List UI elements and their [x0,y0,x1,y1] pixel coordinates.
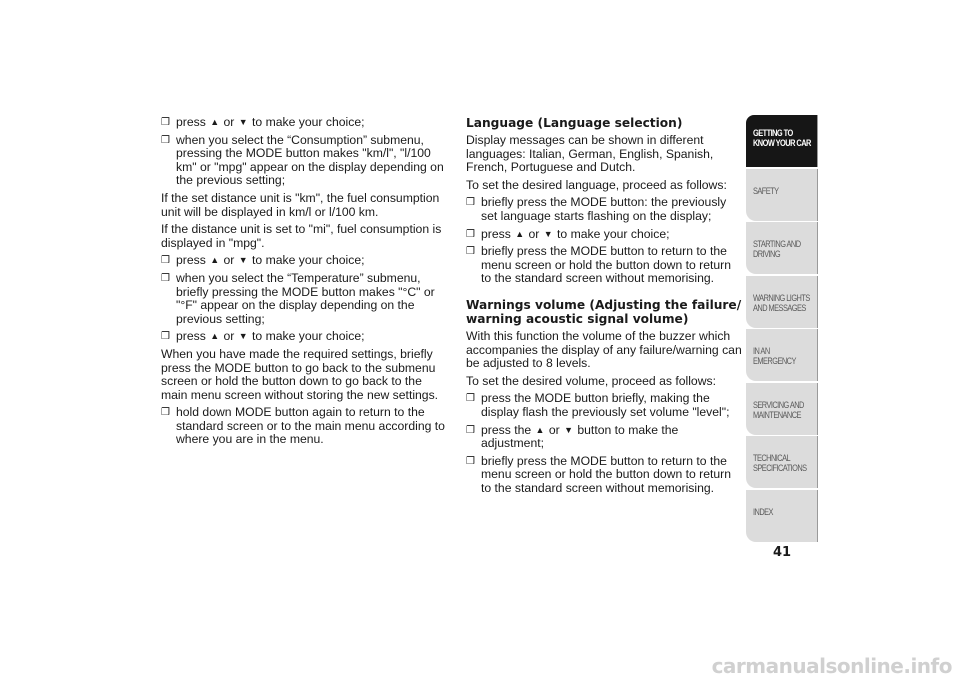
left-text-column [161,116,451,451]
chapter-tab-label: SERVICING AND MAINTENANCE [753,399,804,421]
page-number: 41 [772,545,792,560]
up-arrow-icon: ▲ [535,424,545,435]
bullet-item: ❒ press ▲ or ▼ to make your choice; [161,330,451,344]
chapter-tab-label: STARTING AND DRIVING [753,239,801,260]
bullet-item: ❒ press the ▲ or ▼ button to make the adjustment; [466,424,742,451]
up-arrow-icon: ▲ [210,331,220,342]
chapter-tab-technical-specifications[interactable] [746,436,818,488]
down-arrow-icon: ▼ [238,331,248,342]
paragraph: To set the desired language, proceed as follows: [466,177,727,192]
chapter-tab-index[interactable] [746,490,818,542]
down-arrow-icon: ▼ [543,228,553,239]
bullet-item: ❒ briefly press the MODE button to return to the menu screen or hold the button down to return to the standard screen without memorising. [466,455,742,496]
bullet-item: ❒ when you select the “Temperature” submenu, briefly pressing the MODE button makes "°C" or "°F" appear on the display depending on the previous setting; [161,272,451,326]
paragraph: If the set distance unit is "km", the fuel consumption unit will be displayed in km/l or l/100 km. [161,190,440,219]
paragraph: If the distance unit is set to "mi", fuel consumption is displayed in "mpg". [161,222,442,250]
bullet-item: ❒ press ▲ or ▼ to make your choice; [161,116,451,130]
down-arrow-icon: ▼ [238,117,248,127]
right-text-column [466,116,742,499]
up-arrow-icon: ▲ [210,117,220,127]
svg-text:carmanualsonline.info: carmanualsonline.info [711,654,952,677]
section-heading: Warnings volume (Adjusting the failure/ warning acoustic signal volume) [466,297,742,326]
chapter-tab-warning-lights-and-messages[interactable] [746,276,818,328]
down-arrow-icon: ▼ [238,255,248,266]
paragraph: Display messages can be shown in different languages: Italian, German, English, Spanish, French, Portuguese and Dutch. [466,133,714,175]
chapter-tab-starting-and-driving[interactable] [746,222,818,274]
up-arrow-icon: ▲ [210,255,220,266]
bullet-item: ❒ press ▲ or ▼ to make your choice; [161,254,451,268]
section-heading: Language (Language selection) [466,116,683,130]
chapter-tab-label: GETTING TO KNOW YOUR CAR [753,128,811,149]
paragraph: When you have made the required settings, briefly press the MODE button to go back to the submenu screen or hold the button down to go back to the main menu screen without storing the new settings. [161,346,439,402]
chapter-tab-label: IN AN EMERGENCY [753,346,796,367]
bullet-item: ❒ press the MODE button briefly, making the display flash the previously set volume "level"; [466,392,742,419]
paragraph: To set the desired volume, proceed as follows: [466,373,716,388]
down-arrow-icon: ▼ [564,424,573,435]
up-arrow-icon: ▲ [515,228,525,239]
bullet-item: ❒ hold down MODE button again to return to the standard screen or to the main menu according to where you are in the menu. [161,406,451,447]
bullet-item: ❒ briefly press the MODE button: the previously set language starts flashing on the display; [466,196,742,223]
chapter-tab-servicing-and-maintenance[interactable] [746,383,818,435]
chapter-tab-in-an-emergency[interactable] [746,329,818,381]
paragraph: With this function the volume of the buzzer which accompanies the display of any failure/warning can be adjusted to 8 levels. [466,328,742,371]
chapter-tab-safety[interactable] [746,169,818,221]
chapter-tab-getting-to-know-your-car[interactable] [746,115,818,167]
bullet-item: ❒ press ▲ or ▼ to make your choice; [466,228,742,242]
bullet-item: ❒ when you select the “Consumption” submenu, pressing the MODE button makes "km/l", "l/100 km" or "mpg" appear on the display depending on the previous setting; [161,134,451,188]
chapter-tab-label: WARNING LIGHTS AND MESSAGES [753,292,810,314]
watermark-logo [636,653,956,677]
chapter-tab-label: SAFETY [753,185,779,197]
chapter-tabs [746,115,818,543]
chapter-tab-label: TECHNICAL SPECIFICATIONS [753,453,807,474]
bullet-item: ❒ briefly press the MODE button to return to the menu screen or hold the button down to return to the standard screen without memorising. [466,245,742,286]
chapter-tab-label: INDEX [753,506,773,518]
